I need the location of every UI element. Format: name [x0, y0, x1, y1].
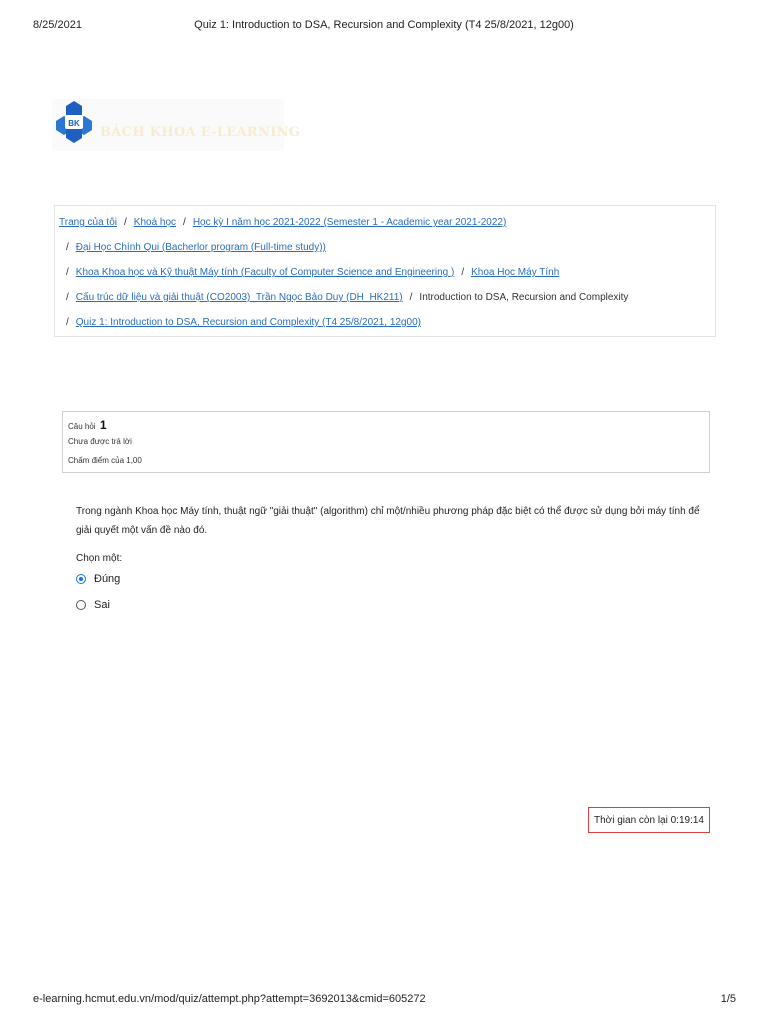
- question-number: 1: [99, 418, 107, 432]
- breadcrumb-separator: /: [66, 317, 69, 328]
- radio-selected-icon[interactable]: [76, 574, 86, 584]
- logo-text: BÁCH KHOA E-LEARNING: [100, 125, 301, 140]
- question-grade: Chấm điểm của 1,00: [68, 456, 142, 465]
- breadcrumb-link-semester[interactable]: Học kỳ I năm học 2021-2022 (Semester 1 - Academic year 2021-2022): [192, 217, 507, 228]
- answer-prompt: Chọn một:: [76, 553, 123, 564]
- breadcrumb-link-faculty[interactable]: Khoa Khoa học và Kỹ thuật Máy tính (Faculty of Computer Science and Engineering ): [75, 267, 455, 278]
- logo-hex-icon: [52, 99, 96, 145]
- print-page-number: 1/5: [720, 993, 736, 1005]
- time-remaining: Thời gian còn lại 0:19:14: [588, 807, 710, 833]
- breadcrumb-line-2: [59, 242, 326, 253]
- breadcrumb-link-program[interactable]: Đại Học Chính Qui (Bacherlor program (Full-time study)): [75, 242, 326, 253]
- breadcrumb-link-quiz[interactable]: Quiz 1: Introduction to DSA, Recursion and Complexity (T4 25/8/2021, 12g00): [75, 317, 421, 328]
- breadcrumb-current-section: Introduction to DSA, Recursion and Complexity: [419, 292, 629, 303]
- question-status: Chưa được trả lời: [68, 437, 132, 446]
- question-text: Trong ngành Khoa học Máy tính, thuật ngữ "giải thuật" (algorithm) chỉ một/nhiều phương pháp đặc biệt có thể được sử dụng bởi máy tính để giải quyết một vấn đề nào đó.: [76, 506, 700, 536]
- breadcrumb-line-4: [59, 292, 628, 303]
- breadcrumb-line-1: [59, 217, 506, 228]
- breadcrumb-separator: /: [124, 217, 127, 228]
- breadcrumb-link-department[interactable]: Khoa Học Máy Tính: [471, 267, 560, 278]
- answer-option-label: Đúng: [94, 573, 121, 585]
- breadcrumb-separator: /: [66, 292, 69, 303]
- breadcrumb-separator: /: [183, 217, 186, 228]
- answer-option-false[interactable]: [76, 599, 110, 611]
- print-url: e-learning.hcmut.edu.vn/mod/quiz/attempt.php?attempt=3692013&cmid=605272: [33, 993, 426, 1005]
- breadcrumb-separator: /: [461, 267, 465, 278]
- breadcrumb-line-3: [59, 267, 559, 278]
- breadcrumb-link-courses[interactable]: Khoá học: [133, 217, 177, 228]
- site-logo[interactable]: [52, 99, 301, 151]
- breadcrumb-link-my-home[interactable]: Trang của tôi: [59, 217, 117, 228]
- breadcrumb-separator: /: [66, 267, 69, 278]
- logo-badge-text: BK: [68, 119, 80, 128]
- question-label: Câu hỏi: [68, 422, 96, 431]
- breadcrumb-separator: /: [66, 242, 69, 253]
- answer-option-label: Sai: [94, 599, 110, 611]
- breadcrumb-link-course[interactable]: Cấu trúc dữ liệu và giải thuật (CO2003)_Trần Ngọc Bảo Duy (DH_HK211): [75, 292, 403, 303]
- radio-unselected-icon[interactable]: [76, 600, 86, 610]
- breadcrumb: [54, 205, 716, 337]
- breadcrumb-line-5: [59, 317, 421, 328]
- print-date: 8/25/2021: [33, 19, 82, 31]
- breadcrumb-separator: /: [409, 292, 413, 303]
- question-info-box: [62, 411, 710, 473]
- print-title: Quiz 1: Introduction to DSA, Recursion and Complexity (T4 25/8/2021, 12g00): [194, 19, 574, 31]
- question-number-row: [68, 418, 107, 432]
- answer-option-true[interactable]: [76, 573, 120, 585]
